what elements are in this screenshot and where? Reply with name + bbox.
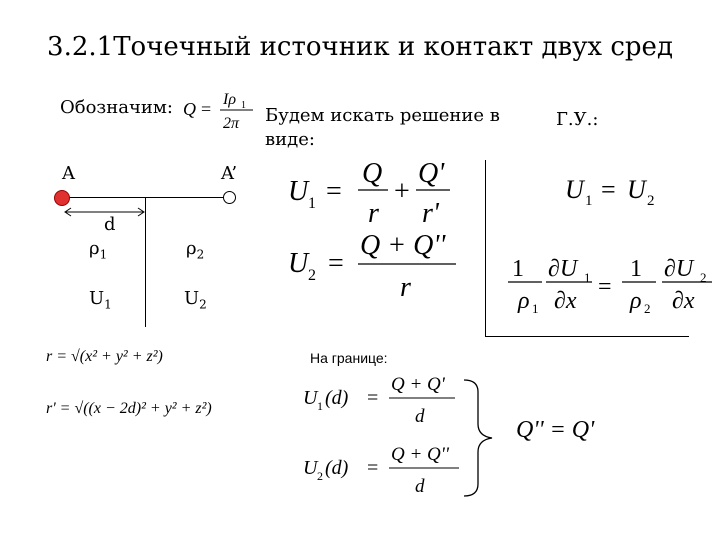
svg-text:U: U — [288, 248, 309, 279]
point-a-prime-label: A’ — [221, 163, 238, 184]
svg-text:2: 2 — [308, 267, 316, 284]
distance-label: d — [104, 214, 116, 235]
svg-text:+: + — [394, 176, 410, 207]
point-a-label: A — [62, 163, 75, 184]
svg-text:2: 2 — [317, 469, 323, 483]
rho1-label: $\rho_1$ — [89, 238, 108, 262]
svg-text:(d): (d) — [325, 387, 349, 409]
svg-text:∂U: ∂U — [664, 256, 694, 282]
axis-line — [60, 197, 228, 198]
svg-text:1: 1 — [630, 256, 642, 282]
svg-text:r': r' — [422, 198, 439, 229]
svg-text:d: d — [415, 476, 425, 497]
bc-box-left — [485, 160, 486, 337]
interface-result: Q'' = Q' — [516, 417, 595, 443]
r-formula: r = √(x² + y² + z²) — [46, 348, 163, 365]
bc-label: Г.У.: — [556, 109, 599, 130]
svg-text:Q': Q' — [418, 158, 445, 189]
u2-label: $U_2$ — [184, 288, 207, 312]
svg-text:=: = — [328, 248, 344, 279]
svg-text:=: = — [598, 274, 612, 300]
q-definition — [183, 88, 263, 136]
svg-text:=: = — [367, 387, 379, 409]
svg-text:ρ: ρ — [518, 288, 530, 314]
q-num: Iρ — [223, 91, 237, 108]
svg-text:2: 2 — [644, 301, 651, 316]
svg-text:=: = — [601, 175, 616, 204]
svg-text:(d): (d) — [325, 457, 349, 479]
solution-eq1 — [288, 150, 458, 230]
svg-text:U: U — [303, 457, 318, 479]
svg-text:r: r — [400, 272, 411, 303]
svg-text:2: 2 — [647, 193, 655, 209]
rho2-label: $\rho_2$ — [186, 238, 205, 262]
svg-text:1: 1 — [585, 193, 593, 209]
svg-text:∂x: ∂x — [672, 288, 695, 314]
bc-eq1 — [565, 170, 685, 210]
curly-brace — [462, 378, 502, 498]
svg-text:r: r — [368, 198, 379, 229]
svg-text:=: = — [326, 176, 342, 207]
svg-text:1: 1 — [512, 256, 524, 282]
svg-text:Q + Q': Q + Q' — [391, 374, 445, 395]
bc-box-bottom — [485, 336, 689, 337]
page-title: 3.2.1Точечный источник и контакт двух сред — [47, 32, 673, 62]
svg-text:U: U — [303, 387, 318, 409]
denote-label: Обозначим: — [60, 97, 173, 118]
svg-text:1: 1 — [584, 270, 591, 285]
interface-label: На границе: — [310, 350, 388, 366]
q-lhs: Q — [183, 99, 196, 119]
solution-eq2 — [288, 226, 468, 306]
interface-eq1 — [303, 370, 473, 432]
q-den: 2π — [223, 115, 240, 132]
bc-eq2 — [506, 250, 720, 320]
q-num-sub: 1 — [241, 100, 246, 111]
svg-text:U: U — [288, 176, 309, 207]
svg-text:Q: Q — [362, 158, 383, 189]
svg-text:1: 1 — [317, 399, 323, 413]
svg-text:ρ: ρ — [630, 288, 642, 314]
r-prime-formula: r' = √((x − 2d)² + y² + z²) — [46, 400, 212, 417]
svg-text:U: U — [565, 175, 584, 204]
svg-text:U: U — [627, 175, 646, 204]
svg-text:=: = — [201, 99, 212, 119]
image-point-a-prime — [223, 191, 236, 204]
source-point-a — [54, 190, 70, 206]
solution-label: Будем искать решение в виде: — [265, 105, 500, 150]
svg-text:1: 1 — [532, 301, 539, 316]
svg-text:d: d — [415, 406, 425, 427]
u1-label: $U_1$ — [89, 288, 112, 312]
svg-text:2: 2 — [700, 270, 707, 285]
svg-text:∂U: ∂U — [548, 256, 578, 282]
svg-text:Q + Q'': Q + Q'' — [360, 230, 446, 261]
svg-text:=: = — [367, 457, 379, 479]
svg-text:1: 1 — [308, 195, 316, 212]
svg-text:∂x: ∂x — [554, 288, 577, 314]
interface-eq2 — [303, 440, 473, 502]
svg-text:Q + Q'': Q + Q'' — [391, 444, 449, 465]
